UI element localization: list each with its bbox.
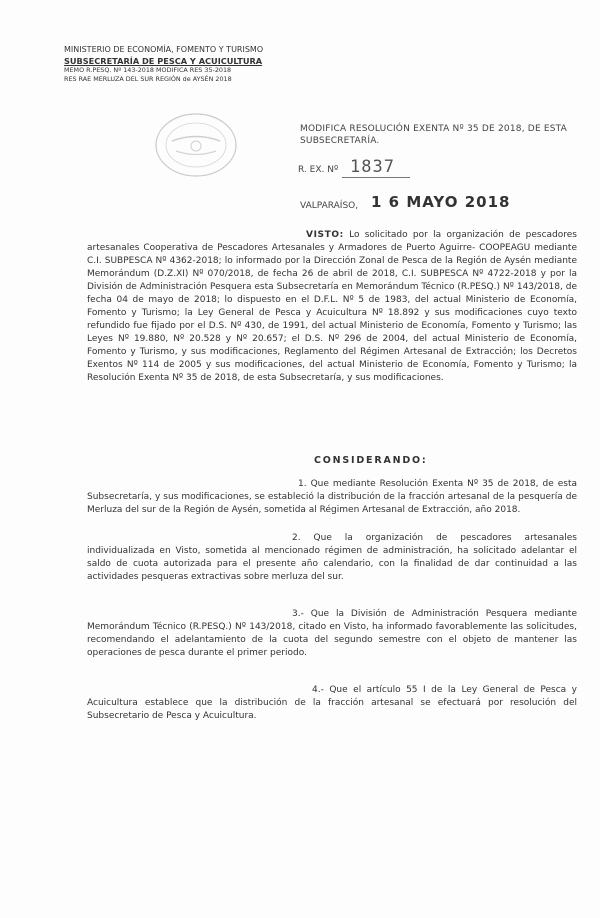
rex-number: 1837 [350, 157, 395, 177]
visto-label: VISTO: [306, 230, 344, 240]
resolution-subject: MODIFICA RESOLUCIÓN EXENTA Nº 35 DE 2018, DE ESTA SUBSECRETARÍA. [300, 124, 568, 146]
paragraph-text: 2. Que la organización de pescadores artesanales individualizada en Visto, sometida al mencionado régimen de administración, ha solicitado adelantar el saldo de cuota autorizada para el presente año calendario, con la finalidad de dar continuidad a las actividades pesqueras extractivas sobre merluza del sur. [87, 533, 577, 582]
considerando-paragraph-3 [87, 608, 577, 660]
considerando-heading: CONSIDERANDO: [314, 455, 428, 466]
considerando-paragraph-1 [87, 478, 577, 517]
rex-underline [342, 177, 410, 178]
considerando-paragraph-4 [87, 684, 577, 723]
paragraph-text: 1. Que mediante Resolución Exenta Nº 35 de 2018, de esta Subsecretaría, y sus modificaciones, se estableció la distribución de la fracción artesanal de la pesquería de Merluza del sur de la Región de Aysén, sometida al Régimen Artesanal de Extracción, año 2018. [87, 479, 577, 515]
rex-label: R. EX. Nº [298, 165, 339, 175]
paragraph-text: 4.- Que el artículo 55 I de la Ley General de Pesca y Acuicultura establece que la distribución de la fracción artesanal se efectuará por resolución del Subsecretario de Pesca y Acuicultura. [87, 685, 577, 721]
ministry-name: MINISTERIO DE ECONOMÍA, FOMENTO Y TURISMO [64, 45, 264, 54]
paragraph-text: 3.- Que la División de Administración Pesquera mediante Memorándum Técnico (R.PESQ.) Nº 143/2018, citado en Visto, ha informado favorablemente las solicitudes, recomendando el adelantamiento de la cuota del segundo semestre con el objeto de mantener las operaciones de pesca durante el primer periodo. [87, 609, 577, 658]
subsecretaria-name: SUBSECRETARÍA DE PESCA Y ACUICULTURA [64, 55, 263, 66]
visto-text: Lo solicitado por la organización de pescadores artesanales Cooperativa de Pescadores Artesanales y Armadores de Puerto Aguirre- COOPEAGU mediante C.I. SUBPESCA Nº 4362-2018; lo informado por la Dirección Zonal de Pesca de la Región de Aysén mediante Memorándum (D.Z.XI) Nº 070/2018, de fecha 26 de abril de 2018, C.I. SUBPESCA Nº 4722-2018 y por la División de Administración Pesquera esta Subsecretaría en Memorándum Técnico (R.PESQ.) Nº 143/2018, de fecha 04 de mayo de 2018; lo dispuesto en el D.F.L. Nº 5 de 1983, del actual Ministerio de Economía, Fomento y Turismo; la Ley General de Pesca y Acuicultura Nº 18.892 y sus modificaciones cuyo texto refundido fue fijado por el D.S. Nº 430, de 1991, del actual Ministerio de Economía, Fomento y Turismo; las Leyes Nº 19.880, Nº 20.528 y Nº 20.657; el D.S. Nº 296 de 2004, del actual Ministerio de Economía, Fomento y Turismo, y sus modificaciones, Reglamento del Régimen Artesanal de Extracción; los Decretos Exentos Nº 114 de 2005 y sus modificaciones, del actual Ministerio de Economía, Fomento y Turismo; la Resolución Exenta Nº 35 de 2018, de esta Subsecretaría, y sus modificaciones. [87, 230, 577, 383]
resolution-reference: RES RAE MERLUZA DEL SUR REGIÓN de AYSÉN 2018 [64, 74, 232, 83]
official-seal-stamp [150, 108, 242, 182]
date-stamp: 1 6 MAYO 2018 [371, 193, 511, 211]
letterhead [64, 45, 304, 83]
place-label: VALPARAÍSO, [300, 201, 359, 211]
considerando-paragraph-2 [87, 532, 577, 584]
visto-section [87, 229, 577, 385]
memo-reference: MEMO R.PESQ. Nº 143-2018 MODIFICA RES 35-2018 [64, 66, 232, 74]
